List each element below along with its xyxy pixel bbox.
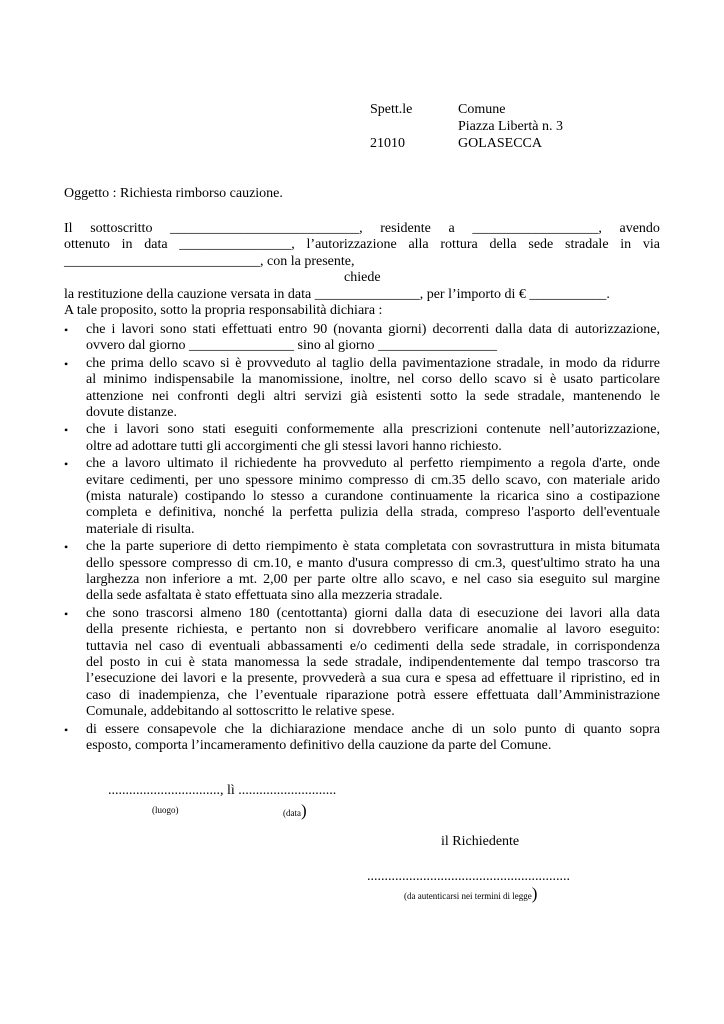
bullet-icon: •	[64, 540, 69, 555]
bullet-icon: •	[64, 457, 69, 472]
intro-line-1	[64, 221, 660, 237]
declaration-line: che a lavoro ultimato il richiedente ha provveduto al perfetto riempimento a regola d'arte, onde	[86, 456, 660, 472]
intro-blank-name: ___________________________,	[170, 221, 363, 236]
chiede-heading: chiede	[344, 270, 381, 285]
declaration-line: che la parte superiore di detto riempimento è stata completata con sovrastruttura in mista bitumata	[86, 539, 660, 555]
declaration-line: che i lavori sono stati eseguiti conformemente alla prescrizioni contenute nell’autorizzazione,	[86, 422, 660, 438]
intro-word: residente	[380, 221, 431, 236]
addressee-label: Spett.le	[370, 102, 413, 117]
declaration-line: completa e definitiva, nonché la perfetta pulizia della strada, compreso l'asporto dell'eventuale	[86, 505, 660, 521]
addressee-street: Piazza Libertà n. 3	[458, 119, 563, 134]
declaration-line: larghezza non inferiore a mt. 2,00 per parte oltre allo scavo, e nel caso sia eseguito sul margine	[86, 572, 660, 587]
bullet-icon: •	[64, 323, 69, 337]
declaration-line: che prima dello scavo si è provveduto al taglio della pavimentazione stradale, in modo da ridurre	[86, 355, 660, 371]
declaration-line: di essere consapevole che la dichiarazione mendace anche di un solo punto di quanto sopra	[86, 721, 660, 737]
declaration-line: al minimo indispensabile la manomissione, inoltre, nel corso dello scavo si è usato particolare	[86, 372, 660, 388]
declaration-line: esposto, comporta l’incameramento definitivo della cauzione da parte del Comune.	[86, 738, 552, 753]
declaration-line: della presente richiesta, e pertanto non si dovrebbero verificare anomalie al lavoro eseguito:	[86, 622, 660, 638]
declaration-line: che i lavori sono stati effettuati entro 90 (novanta giorni) decorrenti dalla data di autorizzazione,	[86, 322, 660, 337]
intro-word: sottoscritto	[90, 221, 153, 236]
declaration-line: del posto in cui è stata manomessa la sede stradale, indipendentemente dal tempo trascorso tra	[86, 655, 660, 670]
intro-line-3: ____________________________, con la presente,	[64, 254, 355, 269]
declaration-line: ovvero dal giorno _______________ sino al giorno _________________	[86, 338, 498, 354]
bullet-icon: •	[64, 606, 69, 621]
signature-note-text: (da autenticarsi nei termini di legge	[404, 891, 532, 901]
date-caption	[283, 801, 307, 820]
signature-note	[404, 884, 538, 903]
signature-line: ..........................................................	[367, 869, 570, 884]
addressee-city: GOLASECCA	[458, 136, 543, 151]
intro-line-4: la restituzione della cauzione versata in data _______________, per l’importo di € ___________.	[64, 287, 610, 302]
declaration-line: tuttavia nel caso di eventuali abbassamenti e/o cedimenti della sede stradale, in corrispondenza	[86, 638, 660, 654]
declaration-line: dello spessore compresso di cm.10, e manto d'usura compresso di cm.3, quest'ultimo strato ha una	[86, 555, 660, 571]
declaration-line: materiale di risulta.	[86, 521, 195, 537]
declaration-line: dovute distanze.	[86, 405, 177, 420]
intro-line-5: A tale proposito, sotto la propria responsabilità dichiara :	[64, 303, 383, 318]
subject-line: Oggetto : Richiesta rimborso cauzione.	[64, 186, 283, 201]
intro-line-2: ottenuto in data ________________, l’autorizzazione alla rottura della sede stradale in via	[64, 237, 660, 252]
bullet-icon: •	[64, 722, 69, 737]
declaration-line: l’esecuzione dei lavori e la presente, provvederà a sua cura e spesa ad effettuare il ripristino, ed in	[86, 671, 660, 687]
declaration-line: caso di inadempienza, che l’eventuale riparazione potrà essere effettuata dall’Amministrazione	[86, 687, 660, 703]
declaration-line: oltre ad adottare tutti gli accorgimenti che gli stessi lavori hanno richiesto.	[86, 438, 502, 454]
intro-word: avendo	[619, 221, 660, 236]
declaration-line: evitare cedimenti, per uno spessore minimo compresso di cm.35 dello scavo, con materiale arido	[86, 472, 660, 488]
addressee-name: Comune	[458, 102, 506, 117]
declaration-line: della sede asfaltata è stato effettuata sino alla mezzeria stradale.	[86, 588, 443, 604]
signature-note-paren: )	[531, 884, 538, 903]
declaration-line: attenzione nei confronti degli altri servizi già esistenti sotto la sede stradale, mantenendo le	[86, 388, 660, 404]
intro-word: a	[448, 221, 455, 236]
bullet-icon: •	[64, 423, 69, 438]
place-date-line: ................................, lì ............................	[108, 783, 337, 798]
date-caption-text: (data	[283, 808, 301, 818]
addressee-postcode: 21010	[370, 136, 405, 151]
declaration-line: che sono trascorsi almeno 180 (centottanta) giorni dalla data di esecuzione dei lavori alla data	[86, 605, 660, 621]
intro-blank-residence: __________________,	[472, 221, 602, 236]
declaration-line: Comunale, addebitando al sottoscritto le relative spese.	[86, 704, 395, 720]
place-caption: (luogo)	[152, 805, 179, 815]
declaration-line: (mista naturale) costipando lo stesso a curandone continuamente la ricarica sino a costipazione	[86, 489, 660, 504]
bullet-icon: •	[64, 356, 69, 371]
intro-word: Il	[64, 221, 73, 236]
signature-label: il Richiedente	[441, 834, 520, 849]
date-caption-paren: )	[301, 801, 307, 820]
